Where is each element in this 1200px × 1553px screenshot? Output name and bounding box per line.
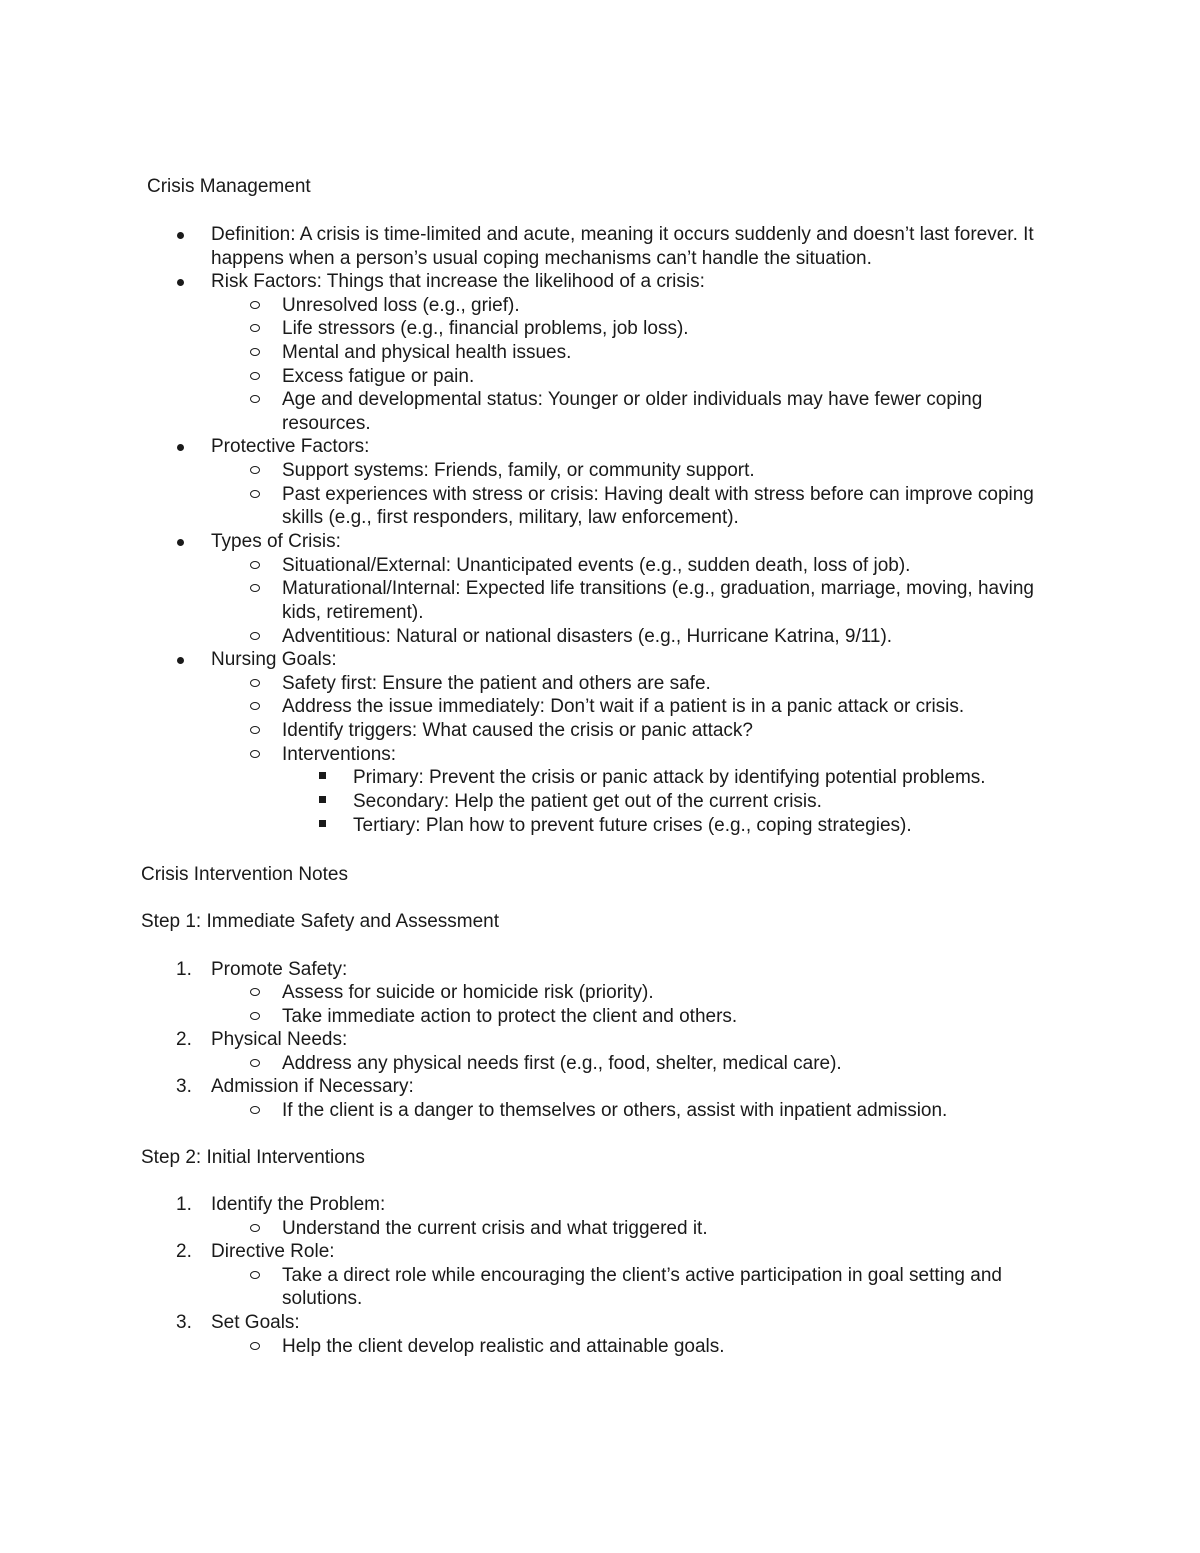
step2-subitem-line2: solutions. [282, 1288, 363, 1309]
protective-item-line1: Past experiences with stress or crisis: Having dealt with stress before can improve coping [282, 484, 1034, 505]
bullet-circle-icon [250, 324, 260, 332]
doc-title: Crisis Management [147, 176, 311, 197]
risk-item: Unresolved loss (e.g., grief). [282, 295, 520, 316]
types-heading: Types of Crisis: [211, 531, 341, 552]
bullet-circle-icon [250, 988, 260, 996]
bullet-circle-icon [250, 561, 260, 569]
bullet-circle-icon [250, 702, 260, 710]
bullet-circle-icon [250, 1059, 260, 1067]
step1-item: Physical Needs: [211, 1029, 348, 1050]
definition-text-line1: Definition: A crisis is time-limited and acute, meaning it occurs suddenly and doesn’t last forever. It [211, 224, 1034, 245]
risk-item: Age and developmental status: Younger or older individuals may have fewer coping [282, 389, 983, 410]
step1-subitem: If the client is a danger to themselves or others, assist with inpatient admission. [282, 1100, 948, 1121]
list-number: 2. [176, 1241, 192, 1262]
bullet-circle-icon [250, 1224, 260, 1232]
bullet-circle-icon [250, 584, 260, 592]
bullet-circle-icon [250, 1342, 260, 1350]
intervention-item: Tertiary: Plan how to prevent future crises (e.g., coping strategies). [353, 815, 912, 836]
bullet-circle-icon [250, 1012, 260, 1020]
definition-text-line2: happens when a person’s usual coping mechanisms can’t handle the situation. [211, 248, 872, 269]
step2-subitem: Understand the current crisis and what triggered it. [282, 1218, 708, 1239]
bullet-square-icon [319, 796, 326, 803]
bullet-disc-icon [177, 232, 184, 239]
risk-item-continuation: resources. [282, 413, 371, 434]
types-item: Adventitious: Natural or national disasters (e.g., Hurricane Katrina, 9/11). [282, 626, 893, 647]
types-item-line2: kids, retirement). [282, 602, 424, 623]
step2-subitem-line1: Take a direct role while encouraging the client’s active participation in goal setting and [282, 1265, 1002, 1286]
bullet-circle-icon [250, 1271, 260, 1279]
risk-item: Excess fatigue or pain. [282, 366, 475, 387]
bullet-disc-icon [177, 539, 184, 546]
step2-item: Identify the Problem: [211, 1194, 386, 1215]
bullet-circle-icon [250, 632, 260, 640]
protective-factors-heading: Protective Factors: [211, 436, 370, 457]
bullet-circle-icon [250, 348, 260, 356]
list-number: 3. [176, 1076, 192, 1097]
step1-subitem: Address any physical needs first (e.g., food, shelter, medical care). [282, 1053, 842, 1074]
step1-subitem: Assess for suicide or homicide risk (priority). [282, 982, 654, 1003]
bullet-circle-icon [250, 466, 260, 474]
protective-item: Support systems: Friends, family, or community support. [282, 460, 755, 481]
nursing-item: Address the issue immediately: Don’t wait if a patient is in a panic attack or crisis. [282, 696, 965, 717]
step2-title: Step 2: Initial Interventions [141, 1147, 365, 1168]
intervention-item: Secondary: Help the patient get out of the current crisis. [353, 791, 822, 812]
list-number: 2. [176, 1029, 192, 1050]
bullet-circle-icon [250, 490, 260, 498]
bullet-square-icon [319, 772, 326, 779]
bullet-circle-icon [250, 372, 260, 380]
nursing-goals-heading: Nursing Goals: [211, 649, 337, 670]
bullet-square-icon [319, 820, 326, 827]
list-number: 3. [176, 1312, 192, 1333]
bullet-circle-icon [250, 395, 260, 403]
intervention-item: Primary: Prevent the crisis or panic attack by identifying potential problems. [353, 767, 986, 788]
step1-item: Promote Safety: [211, 959, 348, 980]
step2-subitem: Help the client develop realistic and attainable goals. [282, 1336, 725, 1357]
step1-item: Admission if Necessary: [211, 1076, 414, 1097]
step2-item: Directive Role: [211, 1241, 335, 1262]
bullet-circle-icon [250, 1106, 260, 1114]
nursing-item: Identify triggers: What caused the crisis or panic attack? [282, 720, 753, 741]
risk-factors-heading: Risk Factors: Things that increase the likelihood of a crisis: [211, 271, 705, 292]
list-number: 1. [176, 959, 192, 980]
bullet-disc-icon [177, 657, 184, 664]
bullet-disc-icon [177, 444, 184, 451]
bullet-circle-icon [250, 726, 260, 734]
bullet-circle-icon [250, 750, 260, 758]
nursing-item: Safety first: Ensure the patient and others are safe. [282, 673, 711, 694]
nursing-item: Interventions: [282, 744, 397, 765]
bullet-circle-icon [250, 679, 260, 687]
notes-title: Crisis Intervention Notes [141, 864, 348, 885]
risk-item: Mental and physical health issues. [282, 342, 572, 363]
risk-item: Life stressors (e.g., financial problems, job loss). [282, 318, 689, 339]
bullet-disc-icon [177, 279, 184, 286]
step1-subitem: Take immediate action to protect the client and others. [282, 1006, 738, 1027]
types-item: Situational/External: Unanticipated events (e.g., sudden death, loss of job). [282, 555, 911, 576]
step1-title: Step 1: Immediate Safety and Assessment [141, 911, 500, 932]
bullet-circle-icon [250, 301, 260, 309]
list-number: 1. [176, 1194, 192, 1215]
step2-item: Set Goals: [211, 1312, 300, 1333]
protective-item-line2: skills (e.g., first responders, military, law enforcement). [282, 507, 739, 528]
types-item-line1: Maturational/Internal: Expected life transitions (e.g., graduation, marriage, moving, having [282, 578, 1034, 599]
